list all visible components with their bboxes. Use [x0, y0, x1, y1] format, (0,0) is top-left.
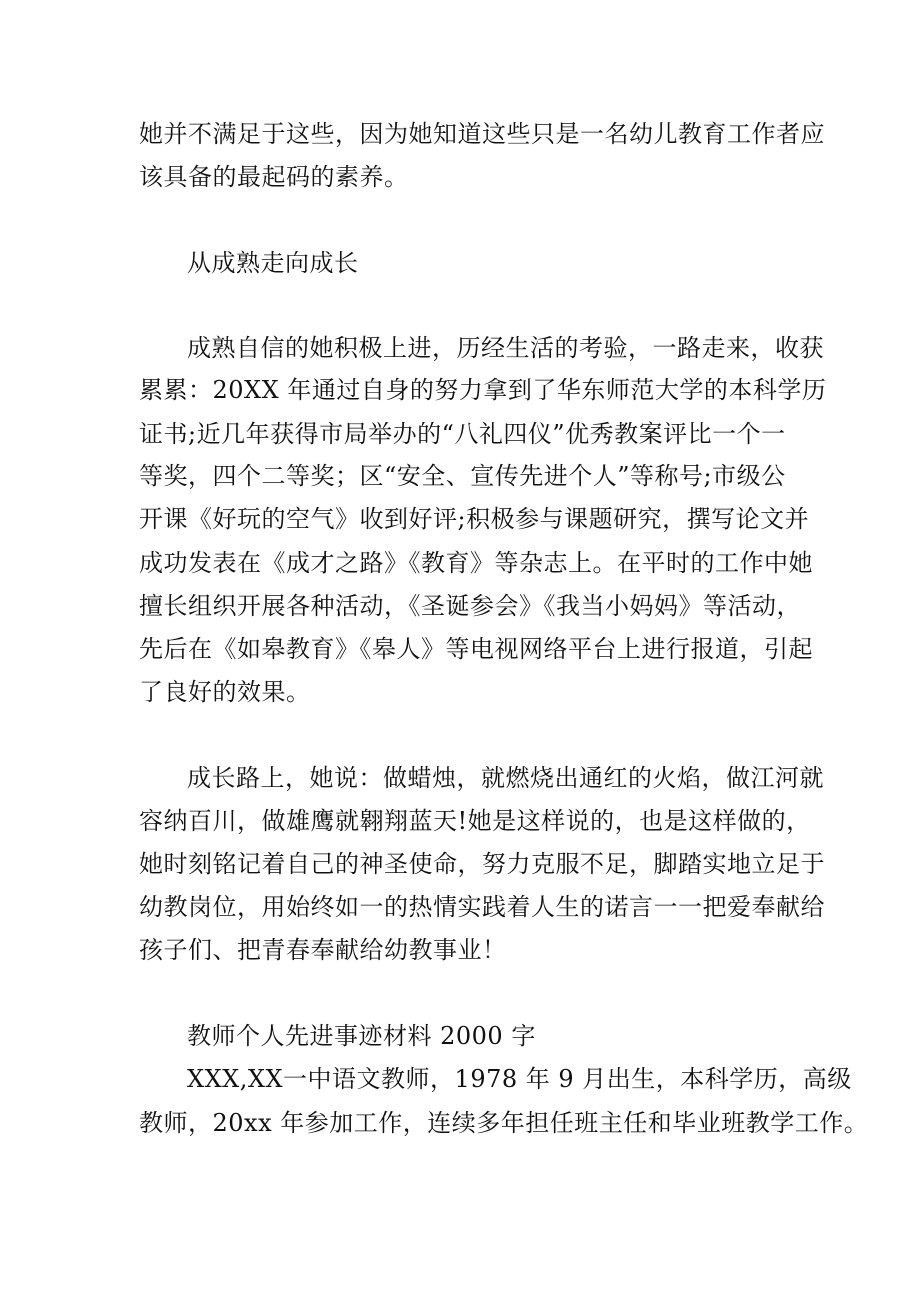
paragraph-2-line-3: 证书;近几年获得市局举办的“八礼四仪”优秀教案评比一个一 — [139, 420, 786, 448]
section-heading-1: 从成熟走向成长 — [187, 249, 359, 277]
paragraph-2-line-6: 成功发表在《成才之路》《教育》等杂志上。在平时的工作中她 — [139, 549, 813, 577]
paragraph-4-line-2: 教师，20xx 年参加工作，连续多年担任班主任和毕业班教学工作。 — [139, 1109, 869, 1137]
paragraph-2-line-4: 等奖，四个二等奖；区“安全、宣传先进个人”等称号;市级公 — [139, 462, 786, 490]
paragraph-2-line-1: 成熟自信的她积极上进，历经生活的考验，一路走来，收获 — [187, 334, 824, 362]
paragraph-3-line-2: 容纳百川，做雄鹰就翱翔蓝天!她是这样说的，也是这样做的， — [139, 807, 811, 835]
paragraph-3-line-4: 幼教岗位，用始终如一的热情实践着人生的诺言一一把爱奉献给 — [139, 893, 825, 921]
paragraph-2-line-7: 擅长组织开展各种活动，《圣诞参会》《我当小妈妈》等活动， — [139, 592, 801, 620]
section-heading-2: 教师个人先进事迹材料 2000 字 — [187, 1022, 536, 1050]
paragraph-2-line-2: 累累：20XX 年通过自身的努力拿到了华东师范大学的本科学历 — [139, 376, 827, 404]
paragraph-3-line-3: 她时刻铭记着自己的神圣使命，努力克服不足，脚踏实地立足于 — [139, 850, 825, 878]
paragraph-2-line-9: 了良好的效果。 — [139, 678, 311, 706]
paragraph-2-line-5: 开课《好玩的空气》收到好评;积极参与课题研究，撰写论文并 — [139, 505, 810, 533]
paragraph-3-line-5: 孩子们、把青春奉献给幼教事业！ — [139, 936, 507, 964]
paragraph-2-line-8: 先后在《如皋教育》《皋人》等电视网络平台上进行报道，引起 — [139, 635, 813, 663]
paragraph-3-line-1: 成长路上，她说：做蜡烛，就燃烧出通红的火焰，做江河就 — [187, 764, 824, 792]
paragraph-1-line-2: 该具备的最起码的素养。 — [139, 163, 409, 191]
paragraph-1-line-1: 她并不满足于这些，因为她知道这些只是一名幼儿教育工作者应 — [139, 120, 825, 148]
paragraph-4-line-1: XXX,XX一中语文教师，1978 年 9 月出生，本科学历，高级 — [187, 1065, 852, 1093]
